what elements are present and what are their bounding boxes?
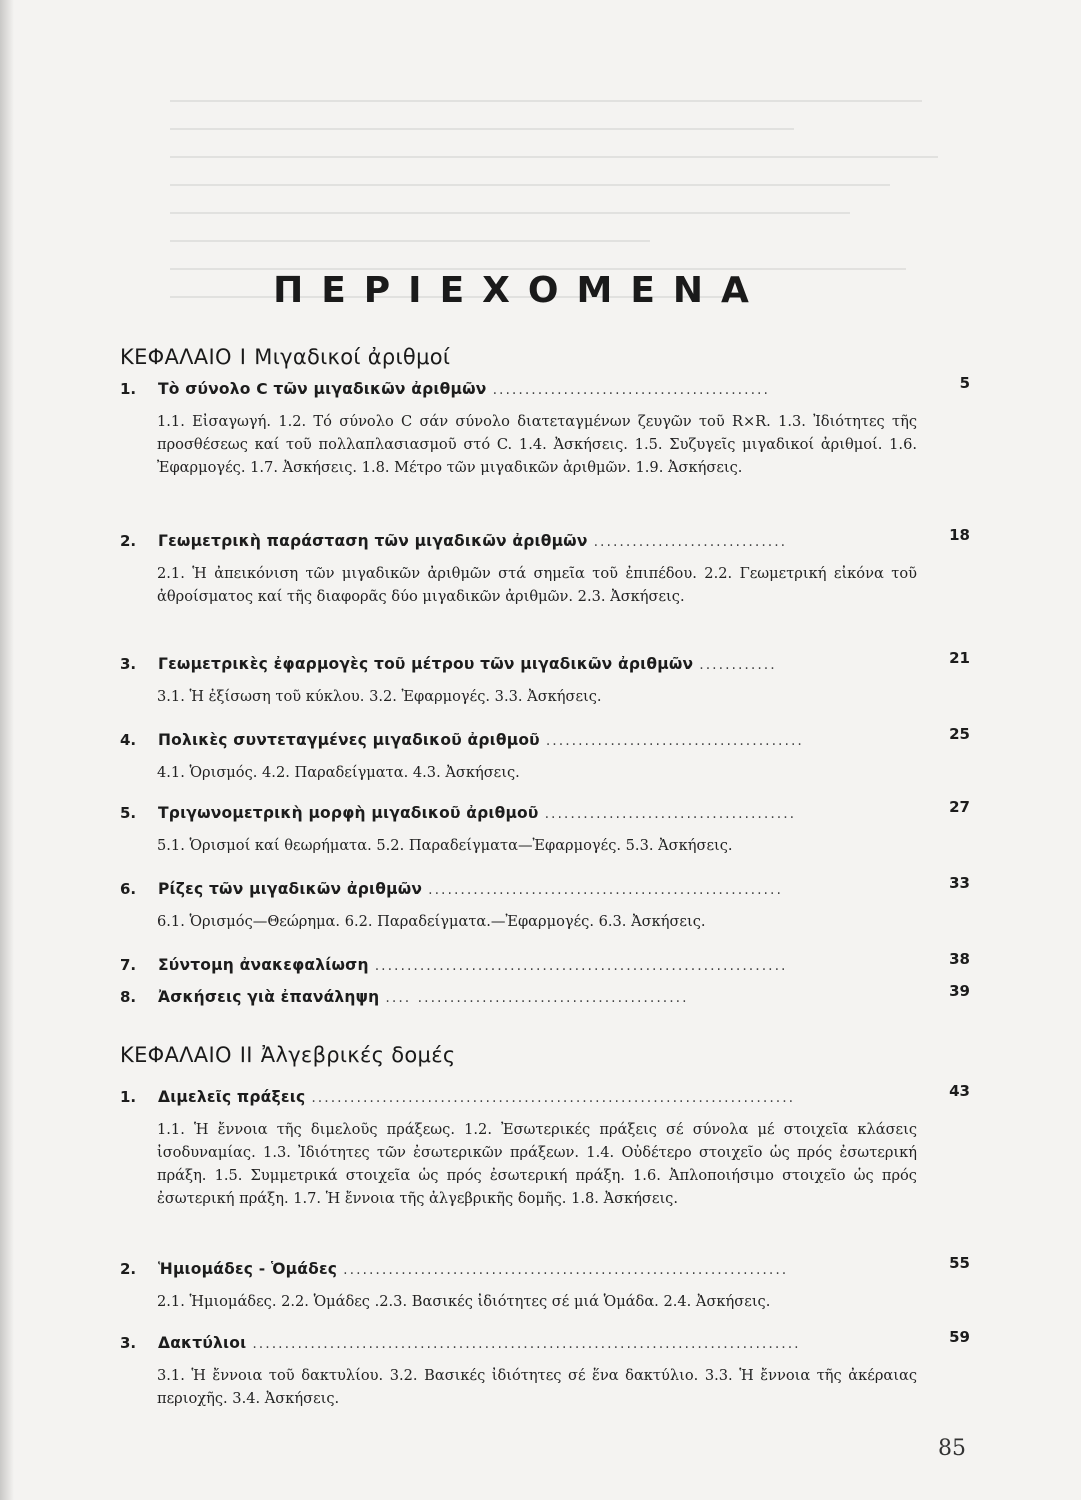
entry-index: 8. [120, 988, 137, 1006]
entry-page: 25 [949, 725, 970, 743]
entry-subsections: 2.1. Ἡ ἀπεικόνιση τῶν μιγαδικῶν ἀριθμῶν στά σημεῖα τοῦ ἐπιπέδου. 2.2. Γεωμετρική εἰκόνα τοῦ ἀθροίσματος καί τῆς διαφορᾶς δύο μιγαδικῶν ἀριθμῶν. 2.3. Ἀσκήσεις. [157, 565, 917, 605]
entry-heading: Γεωμετρικὴ παράσταση τῶν μιγαδικῶν ἀριθμῶν [158, 532, 588, 550]
dot-leader: ....................................................... [428, 882, 783, 898]
chapter-label: ΚΕΦΑΛΑΙΟ [120, 345, 232, 369]
dot-leader: ..................................................................... [343, 1262, 789, 1278]
entry-subsections: 6.1. Ὁρισμός—Θεώρημα. 6.2. Παραδείγματα.—Ἐφαρμογές. 6.3. Ἀσκήσεις. [157, 913, 706, 930]
toc-entry[interactable] [120, 1082, 970, 1210]
entry-heading: Ἀσκήσεις γιὰ ἐπανάληψη [158, 988, 380, 1006]
page-number: 85 [938, 1436, 966, 1461]
entry-page: 55 [949, 1254, 970, 1272]
entry-subsections: 2.1. Ἡμιομάδες. 2.2. Ὁμάδες .2.3. Βασικές ἰδιότητες σέ μιά Ὁμάδα. 2.4. Ἀσκήσεις. [157, 1293, 771, 1310]
dot-leader: ........................................ [545, 733, 804, 749]
entry-page: 59 [949, 1328, 970, 1346]
chapter-heading-1 [120, 345, 450, 369]
entry-index: 1. [120, 1088, 137, 1106]
entry-heading: Τριγωνομετρικὴ μορφὴ μιγαδικοῦ ἀριθμοῦ [158, 804, 539, 822]
entry-page: 18 [949, 526, 970, 544]
entry-index: 3. [120, 1334, 137, 1352]
entry-index: 2. [120, 1260, 137, 1278]
entry-page: 27 [949, 798, 970, 816]
entry-heading: Γεωμετρικὲς ἐφαρμογὲς τοῦ μέτρου τῶν μιγαδικῶν ἀριθμῶν [158, 655, 694, 673]
entry-heading: Διμελεῖς πράξεις [158, 1088, 306, 1106]
entry-index: 3. [120, 655, 137, 673]
dot-leader: .............................. [593, 534, 788, 550]
entry-index: 4. [120, 731, 137, 749]
entry-page: 5 [959, 374, 970, 392]
dot-leader: ............ [699, 657, 777, 673]
toc-entry[interactable] [120, 1254, 970, 1313]
entry-heading: Ρίζες τῶν μιγαδικῶν ἀριθμῶν [158, 880, 423, 898]
entry-index: 1. [120, 380, 137, 398]
entry-index: 7. [120, 956, 137, 974]
toc-entry[interactable] [120, 526, 970, 608]
toc-entry[interactable] [120, 798, 970, 857]
dot-leader: ........................................... [492, 382, 770, 398]
chapter-number: Ι [239, 345, 247, 369]
entry-subsections: 1.1. Ἡ ἔννοια τῆς διμελοῦς πράξεως. 1.2. Ἐσωτερικές πράξεις σέ σύνολα μέ στοιχεῖα κλάσεις ἰσοδυναμίας. 1.3. Ἰδιότητες τῶν ἐσωτερικῶν πράξεων. 1.4. Οὐδέτερο στοιχεῖο ὡς πρός ἐσωτερική πράξη. 1.5. Συμμετρικά στοιχεῖα ὡς πρός ἐσωτερική πράξη. 1.6. Ἀπλοποιήσιμο στοιχεῖο ὡς πρός ἐσωτερική πράξη. 1.7. Ἡ ἔννοια τῆς ἀλγεβρικῆς δομῆς. 1.8. Ἀσκήσεις. [157, 1121, 917, 1207]
entry-subsections: 3.1. Ἡ ἔννοια τοῦ δακτυλίου. 3.2. Βασικές ἰδιότητες σέ ἕνα δακτύλιο. 3.3. Ἡ ἔννοια τῆς ἀκέραιας περιοχῆς. 3.4. Ἀσκήσεις. [157, 1367, 917, 1407]
entry-subsections: 5.1. Ὁρισμοί καί θεωρήματα. 5.2. Παραδείγματα—Ἐφαρμογές. 5.3. Ἀσκήσεις. [157, 837, 733, 854]
entry-heading: Πολικὲς συντεταγμένες μιγαδικοῦ ἀριθμοῦ [158, 731, 540, 749]
entry-heading: Ἡμιομάδες - Ὁμάδες [158, 1260, 338, 1278]
entry-index: 6. [120, 880, 137, 898]
entry-page: 21 [949, 649, 970, 667]
entry-heading: Σύντομη ἀνακεφαλίωση [158, 956, 369, 974]
dot-leader: ....................................... [544, 806, 797, 822]
toc-entry[interactable] [120, 1328, 970, 1410]
toc-entry[interactable] [120, 649, 970, 708]
entry-page: 33 [949, 874, 970, 892]
entry-index: 2. [120, 532, 137, 550]
dot-leader: ........................................................................... [311, 1090, 796, 1106]
chapter-title: Ἀλγεβρικές δομές [260, 1043, 456, 1067]
dot-leader: ................................................................ [374, 958, 788, 974]
dot-leader: ..................................................................................... [252, 1336, 801, 1352]
page-edge-shadow [0, 0, 14, 1500]
entry-heading: Τὸ σύνολο C τῶν μιγαδικῶν ἀριθμῶν [158, 380, 487, 398]
entry-page: 39 [949, 982, 970, 1000]
entry-page: 38 [949, 950, 970, 968]
entry-index: 5. [120, 804, 137, 822]
entry-subsections: 4.1. Ὁρισμός. 4.2. Παραδείγματα. 4.3. Ἀσκήσεις. [157, 764, 520, 781]
toc-entry[interactable] [120, 874, 970, 933]
page-title: ΠΕΡΙΕΧΟΜΕΝΑ [273, 270, 767, 311]
entry-subsections: 3.1. Ἡ ἐξίσωση τοῦ κύκλου. 3.2. Ἐφαρμογές. 3.3. Ἀσκήσεις. [157, 688, 602, 705]
chapter-title: Μιγαδικοί ἀριθμοί [254, 345, 451, 369]
chapter-label: ΚΕΦΑΛΑΙΟ [120, 1043, 232, 1067]
entry-heading: Δακτύλιοι [158, 1334, 247, 1352]
chapter-number: ΙΙ [239, 1043, 253, 1067]
toc-entry[interactable] [120, 982, 970, 1010]
entry-subsections: 1.1. Εἰσαγωγή. 1.2. Τό σύνολο C σάν σύνολο διατεταγμένων ζευγῶν τοῦ R×R. 1.3. Ἰδιότητες τῆς προσθέσεως καί τοῦ πολλαπλασιασμοῦ στό C. 1.4. Ἀσκήσεις. 1.5. Συζυγεῖς μιγαδικοί ἀριθμοί. 1.6. Ἐφαρμογές. 1.7. Ἀσκήσεις. 1.8. Μέτρο τῶν μιγαδικῶν ἀριθμῶν. 1.9. Ἀσκήσεις. [157, 413, 917, 476]
entry-page: 43 [949, 1082, 970, 1100]
toc-entry[interactable] [120, 950, 970, 978]
toc-entry[interactable] [120, 725, 970, 784]
dot-leader: .... .......................................... [385, 990, 689, 1006]
chapter-heading-2 [120, 1043, 455, 1067]
toc-entry[interactable] [120, 374, 970, 479]
